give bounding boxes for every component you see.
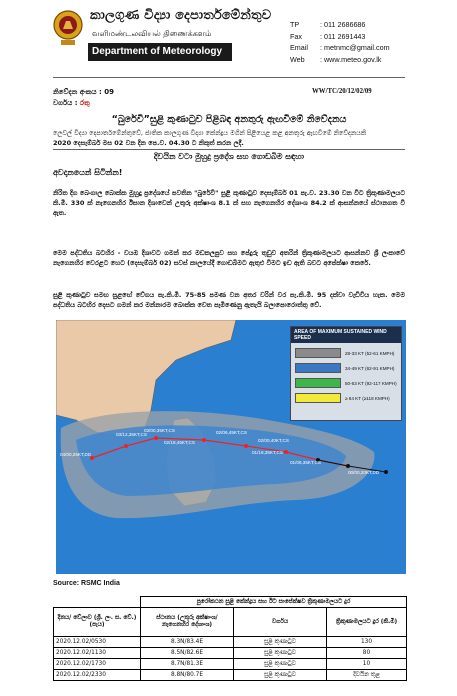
reference-number: WW/TC/20/12/02/09 [312, 88, 372, 95]
table-row: 2020.12.02/1130 8.5N/82.6E සුළි කුණාටුව 80 [54, 648, 407, 659]
notice-number: නිවේදන අංකය : 09 [53, 88, 114, 96]
dept-title-tamil: வளிமண்டலவியல் திணைக்களம் [92, 29, 212, 38]
paragraph-wind: සුළි කුණාටුව සමඟ සුළඟේ වේගය පැ.කි.මී. 75-85 පමණ වන අතර වරින් වර පැ.කි.මී. 95 දක්වා වැඩිවිය හැක. මෙම පද්ධතිය බටහිර දෙසට ගමන් කර මන්නාරම බොක්ක වෙත පැමිණෙනු ඇතැයි බලාපොරොත්තු වේ. [53, 291, 405, 309]
table-row: 2020.12.02/0530 8.3N/83.4E සුළි කුණාටුව 130 [54, 637, 407, 648]
track-label: 03/12,35KT,CS [116, 432, 147, 437]
dept-title-english: Department of Meteorology [88, 43, 232, 61]
notice-subtitle: දිවයින වටා මුහුදු ප්‍රදේශ සහ ගොඩබිම සඳහා [153, 152, 305, 161]
col-header-position: ස්ථානය (උතුරු අක්ෂාංශ/නැගෙනහිර දේශාංශ) [141, 608, 234, 637]
issued-by: ලෙවල් විද්‍යා දෙපාර්තමේන්තුවේ, ජාතික කාලගුණ විද්‍යා කේන්ද්‍රය මගින් පිළියෙළ කළ අනතුරු ඇඟවීමේ නිවේදනයකි [53, 129, 367, 137]
paragraph-movement: මෙම පද්ධතිය බටහිර - වයඹ දිශාවට ගමන් කර මඩකලපුව සහ පේදුරු තුඩුව අතරින් ත්‍රිකුණාමලයට ආසන්නව ශ්‍රී ලංකාවේ නැගෙනහිර වෙරළට හෙට (දෙසැම්බර් 02) සවස් කාලයේදී ගොඩබිමට ඇතුළු වීමට ඉඩ ඇති බවට අපේක්ෂා කෙරේ. [53, 249, 405, 267]
legend-swatch-blue [295, 363, 341, 373]
track-label: 00/00,20KT,DD [348, 470, 380, 475]
legend-item: 28-33 KT (52-61 KMPH) [295, 348, 397, 358]
legend-swatch-grey [295, 348, 341, 358]
classification-red: රතු [79, 99, 90, 107]
title-divider [53, 149, 405, 150]
track-label: 01/06,35KT,CS [290, 460, 321, 465]
alert-heading: අවදානයෙන් සිටින්න! [53, 168, 123, 177]
table-row: 2020.12.02/2330 8.8N/80.7E සුළි කුණාටුව දිවයින තුළ [54, 670, 407, 681]
col-header-type: වර්ගය [234, 608, 327, 637]
letterhead [0, 0, 457, 78]
legend-title: AREA OF MAXIMUM SUSTAINED WIND SPEED [291, 327, 401, 343]
track-label: 04/00,25KT,DD [60, 452, 92, 457]
col-header-datetime: දිනය/ වේලාව (ශ්‍රී. ලං. ස. වේ.)(පැය) [54, 608, 141, 637]
cyclone-track-map [56, 320, 406, 574]
contact-block [290, 19, 430, 65]
legend-item: ≥ 64 KT (≥118 KMPH) [295, 393, 397, 403]
legend-swatch-yellow [295, 393, 341, 403]
notice-classification: වර්ගය : රතු [53, 99, 90, 107]
track-label: 02/06,45KT,CS [216, 430, 247, 435]
col-header-distance: ත්‍රිකුණාමලයට දුර (කි.මී) [327, 608, 407, 637]
contact-email: Email : metnmc@gmail.com [290, 43, 390, 52]
paragraph-position: නිරිත දිග බෙංගාල බොක්ක මුහුදු ප්‍රදේශයේ පවතින "බුරේවි" සුළි කුණාටුව දෙසැම්බර් 01 පැ.ව. 23.30 වන විට ත්‍රිකුණාමලයට කි.මී. 330 ක් නැගෙනහිර ඊසාන දිශාවෙන් උතුරු අක්ෂාංශ 8.1 ක් සහ නැගෙනහිර දේශාංශ 84.2 ක් ආසන්නයේ ස්ථානගත වී ඇත. [53, 189, 405, 217]
table-row: 2020.12.02/1730 8.7N/81.3E සුළි කුණාටුව 10 [54, 659, 407, 670]
issued-on: 2020 දෙසැම්බර් මස 02 වන දින පෙ.ව. 04.30 ට නිකුත් කරන ලදී. [53, 139, 244, 147]
legend-swatch-green [295, 378, 341, 388]
contact-web: Web : www.meteo.gov.lk [290, 54, 382, 64]
header-divider [53, 77, 405, 78]
wind-speed-legend [290, 326, 402, 421]
table-group-header: පුරෝකථන සුළි කේන්ද්‍රය සහ ඊට සාපේක්ෂව ත්‍රිකුණාමලයට දුර [141, 597, 407, 608]
table-header-row [54, 608, 407, 637]
contact-tp: TP : 011 2686686 [290, 20, 366, 29]
track-label: 02/00,40KT,CS [258, 438, 289, 443]
notice-title: “බුරේවි”සුළි කුණාටුව පිළිබඳ අනතුරු ඇඟවීමේ නිවේදනය [111, 114, 347, 125]
map-source: Source: RSMC India [53, 580, 120, 587]
track-label: 03/00,35KT,CS [144, 428, 175, 433]
track-label: 02/18,45KT,CS [164, 440, 195, 445]
legend-item: 50-63 KT (92-117 KMPH) [295, 378, 397, 388]
legend-item: 34-49 KT (62-91 KMPH) [295, 363, 397, 373]
sri-lanka-emblem-icon [52, 7, 84, 47]
table-group-header-row [54, 597, 407, 608]
track-label: 01/18,35KT,CS [252, 450, 283, 455]
dept-title-sinhala: කාලගුණ විද්‍යා දෙපාර්තමේන්තුව [90, 8, 272, 23]
contact-fax: Fax : 011 2691443 [290, 31, 366, 41]
forecast-table [53, 596, 407, 681]
